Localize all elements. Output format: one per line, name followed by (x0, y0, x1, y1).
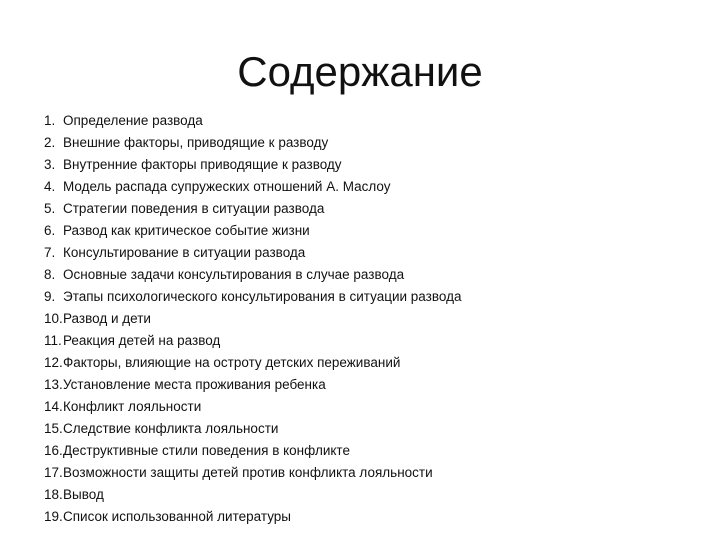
toc-item-number: 11. (44, 333, 62, 348)
toc-item-text: Развод и дети (63, 311, 151, 326)
toc-item-text: Модель распада супружеских отношений А. Маслоу (63, 179, 391, 194)
toc-item-number: 4. (44, 179, 56, 194)
toc-item-number: 19. (44, 509, 63, 524)
toc-item-number: 14. (44, 399, 63, 414)
toc-item-number: 12. (44, 355, 63, 370)
toc-item-number: 8. (44, 267, 56, 282)
toc-item-number: 5. (44, 201, 56, 216)
toc-item-number: 16. (44, 443, 63, 458)
toc-item-text: Определение развода (63, 113, 203, 128)
toc-item-text: Следствие конфликта лояльности (63, 421, 279, 436)
toc-item-text: Основные задачи консультирования в случае развода (63, 267, 405, 282)
toc-item (44, 286, 461, 308)
toc-item (44, 418, 461, 440)
toc-item-text: Вывод (63, 487, 104, 502)
toc-item-number: 9. (44, 289, 56, 304)
toc-item-text: Список использованной литературы (63, 509, 291, 524)
toc-item-text: Установление места проживания ребенка (63, 377, 326, 392)
toc-item-number: 7. (44, 245, 56, 260)
toc-item (44, 242, 461, 264)
toc-item-number: 18. (44, 487, 63, 502)
toc-item (44, 352, 461, 374)
toc-item (44, 374, 461, 396)
toc-item-number: 17. (44, 465, 63, 480)
toc-item (44, 176, 461, 198)
slide-title: Содержание (237, 48, 483, 95)
toc-item-text: Конфликт лояльности (63, 399, 202, 414)
toc-item-text: Реакция детей на развод (63, 333, 221, 348)
toc-item (44, 220, 461, 242)
toc-item-number: 1. (44, 113, 56, 128)
toc-item (44, 462, 461, 484)
toc-item (44, 440, 461, 462)
toc-item-number: 13. (44, 377, 63, 392)
toc-item (44, 110, 461, 132)
toc-item (44, 198, 461, 220)
toc-item-text: Этапы психологического консультирования в ситуации развода (63, 289, 462, 304)
toc-item (44, 506, 461, 528)
toc-item-number: 3. (44, 157, 56, 172)
toc-item (44, 154, 461, 176)
toc-item-text: Стратегии поведения в ситуации развода (63, 201, 325, 216)
toc-item-number: 15. (44, 421, 63, 436)
toc-item-text: Консультирование в ситуации развода (63, 245, 306, 260)
toc-item (44, 484, 461, 506)
toc-item-number: 10. (44, 311, 63, 326)
table-of-contents (44, 110, 461, 528)
toc-item-number: 2. (44, 135, 56, 150)
toc-item-text: Деструктивные стили поведения в конфликте (63, 443, 350, 458)
toc-item-text: Развод как критическое событие жизни (63, 223, 310, 238)
toc-item (44, 330, 461, 352)
toc-item (44, 132, 461, 154)
toc-item-text: Возможности защиты детей против конфликта лояльности (63, 465, 433, 480)
toc-item-text: Внешние факторы, приводящие к разводу (63, 135, 329, 150)
toc-item-number: 6. (44, 223, 56, 238)
toc-item (44, 308, 461, 330)
toc-item (44, 396, 461, 418)
toc-item-text: Внутренние факторы приводящие к разводу (63, 157, 342, 172)
toc-item-text: Факторы, влияющие на остроту детских переживаний (63, 355, 401, 370)
toc-item (44, 264, 461, 286)
